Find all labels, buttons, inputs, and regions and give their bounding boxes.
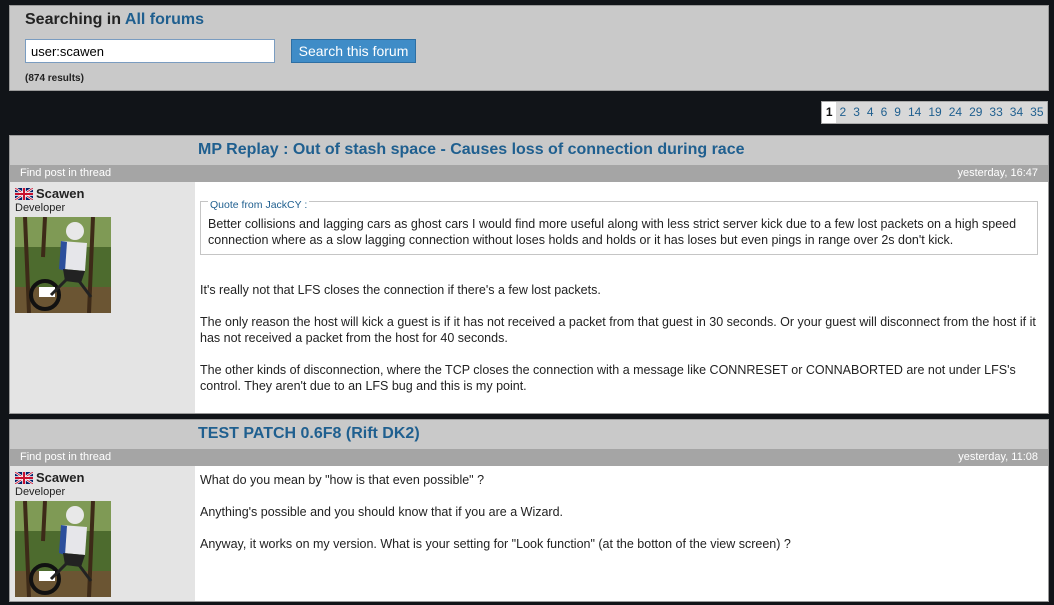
page-link[interactable]: 2 bbox=[836, 102, 850, 123]
page-link[interactable]: 9 bbox=[891, 102, 905, 123]
page-link[interactable]: 34 bbox=[1006, 102, 1026, 123]
post-title-bar bbox=[10, 136, 1048, 165]
pagination bbox=[821, 101, 1048, 124]
page-link[interactable]: 33 bbox=[986, 102, 1006, 123]
post-author-panel bbox=[10, 466, 195, 601]
post-paragraph: Anyway, it works on my version. What is your setting for "Look function" (at the botton of the view screen) ? bbox=[200, 537, 791, 551]
search-panel bbox=[9, 5, 1049, 91]
search-input[interactable] bbox=[25, 39, 275, 63]
find-post-in-thread-link[interactable]: Find post in thread bbox=[20, 451, 112, 463]
result-count: (874 results) bbox=[25, 73, 84, 84]
author-name-link[interactable]: Scawen bbox=[36, 470, 85, 485]
post-paragraph: It's really not that LFS closes the connection if there's a few lost packets. bbox=[200, 283, 601, 297]
quote-text: Better collisions and lagging cars as ghost cars I would find more useful along with less strict server kick due to a few lost packets on a high speed connection where as a slow lagging connection without loses holds and holds or it has loses but even pings in range over 2s don't kick. bbox=[208, 217, 1017, 247]
post-paragraph: The only reason the host will kick a guest is if it has not received a packet from that guest in 30 seconds. Or your guest will disconnect from the host if it has not received a packet from the host for 40 seconds. bbox=[200, 315, 1036, 345]
find-post-in-thread-link[interactable]: Find post in thread bbox=[20, 167, 112, 179]
post-body bbox=[10, 466, 1048, 601]
thread-title-link[interactable]: TEST PATCH 0.6F8 (Rift DK2) bbox=[198, 425, 420, 442]
page-link-current[interactable]: 1 bbox=[822, 102, 836, 123]
post-paragraph: Anything's possible and you should know that if you are a Wizard. bbox=[200, 505, 564, 519]
search-heading-prefix: Searching in bbox=[25, 11, 122, 28]
avatar[interactable] bbox=[15, 217, 111, 313]
post-paragraph: What do you mean by "how is that even possible" ? bbox=[200, 473, 485, 487]
page-link[interactable]: 6 bbox=[877, 102, 891, 123]
page-link[interactable]: 24 bbox=[945, 102, 965, 123]
post bbox=[9, 419, 1049, 602]
page-link[interactable]: 29 bbox=[966, 102, 986, 123]
post-title-bar bbox=[10, 420, 1048, 449]
uk-flag-icon bbox=[15, 472, 33, 484]
post-paragraph: The other kinds of disconnection, where the TCP closes the connection with a message like CONNRESET or CONNABORTED are not under LFS's control. They aren't due to an LFS bug and this is my point. bbox=[200, 363, 1016, 393]
post-meta-bar bbox=[10, 165, 1048, 182]
post-date: yesterday, 11:08 bbox=[958, 451, 1038, 463]
quote-author-label: Quote from JackCY : bbox=[210, 199, 308, 211]
search-this-forum-button[interactable]: Search this forum bbox=[291, 39, 416, 63]
post-body bbox=[10, 182, 1048, 413]
post bbox=[9, 135, 1049, 414]
all-forums-link[interactable]: All forums bbox=[124, 11, 205, 28]
post-meta-bar bbox=[10, 449, 1048, 466]
author-role: Developer bbox=[15, 202, 66, 214]
thread-title-link[interactable]: MP Replay : Out of stash space - Causes loss of connection during race bbox=[198, 141, 745, 158]
quote-box bbox=[200, 201, 1038, 255]
page-link[interactable]: 19 bbox=[925, 102, 945, 123]
post-author-panel bbox=[10, 182, 195, 413]
post-content bbox=[195, 466, 1048, 601]
author-role: Developer bbox=[15, 486, 66, 498]
search-heading bbox=[25, 11, 204, 29]
page-link[interactable]: 14 bbox=[904, 102, 924, 123]
post-date: yesterday, 16:47 bbox=[957, 167, 1038, 179]
uk-flag-icon bbox=[15, 188, 33, 200]
author-name-link[interactable]: Scawen bbox=[36, 186, 85, 201]
post-content bbox=[195, 182, 1048, 413]
page-link[interactable]: 35 bbox=[1027, 102, 1047, 123]
page-link[interactable]: 3 bbox=[850, 102, 864, 123]
page-link[interactable]: 4 bbox=[863, 102, 877, 123]
avatar[interactable] bbox=[15, 501, 111, 597]
